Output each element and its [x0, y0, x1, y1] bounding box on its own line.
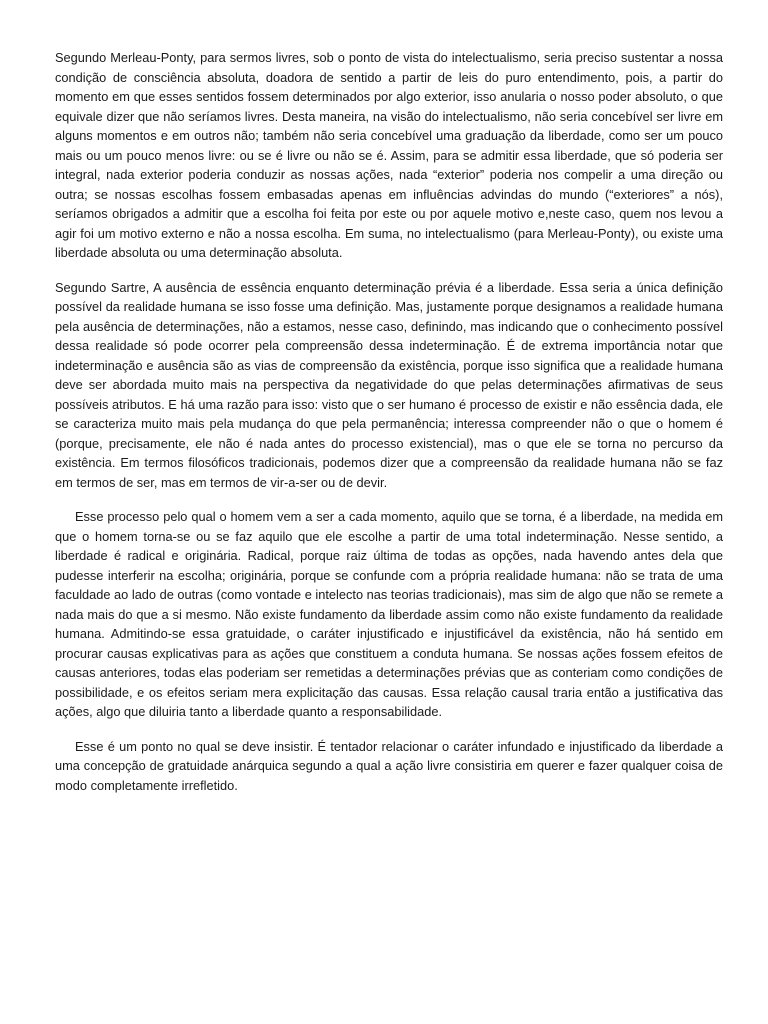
paragraph-processo-liberdade: Esse processo pelo qual o homem vem a ser a cada momento, aquilo que se torna, é a liberdade, na medida em que o homem torna-se ou se faz aquilo que ele escolhe a partir de uma total indeterminação. Nesse sentido, a liberdade é radical e originária. Radical, porque raiz última de todas as opções, nada havendo antes dela que pudesse interferir na escolha; originária, porque se confunde com a própria realidade humana: não se trata de uma faculdade ao lado de outras (como vontade e intelecto nas teorias tradicionais), mas sim de algo que não se remete a nada mais do que a si mesmo. Não existe fundamento da liberdade assim como não existe fundamento da realidade humana. Admitindo-se essa gratuidade, o caráter injustificado e injustificável da existência, não há sentido em procurar causas explicativas para as ações que constituem a conduta humana. Se nossas ações fossem efeitos de causas anteriores, todas elas poderiam ser remetidas a determinações prévias que as conteriam como condições de possibilidade, e os efeitos seriam mera explicitação das causas. Essa relação causal traria então a justificativa das ações, algo que diluiria tanto a liberdade quanto a responsabilidade. [55, 509, 723, 719]
paragraph-ponto-insistir: Esse é um ponto no qual se deve insistir. É tentador relacionar o caráter infundado e injustificado da liberdade a uma concepção de gratuidade anárquica segundo a qual a ação livre consistiria em querer e fazer qualquer coisa de modo completamente irrefletido. [55, 738, 723, 793]
paragraph-merleau-ponty: Segundo Merleau-Ponty, para sermos livres, sob o ponto de vista do intelectualismo, seria preciso sustentar a nossa condição de consciência absoluta, doadora de sentido a partir de leis do puro entendimento, pois, a partir do momento em que esses sentidos fossem determinados por algo exterior, isso anularia o nosso poder absoluto, o que equivale dizer que não seríamos livres. Desta maneira, na visão do intelectualismo, não seria concebível ser livre em alguns momentos e em outros não; também não seria concebível uma graduação da liberdade, como ser um pouco mais ou um pouco menos livre: ou se é livre ou não se é. Assim, para se admitir essa liberdade, que só poderia ser integral, nada exterior poderia conduzir as nossas ações, nada “exterior” poderia nos compelir a uma direção ou outra; se nossas escolhas fossem embasadas apenas em influências advindas do mundo (“exteriores” a nós), seríamos obrigados a admitir que a escolha foi feita por este ou por aquele motivo e,neste caso, quem nos levou a agir foi um motivo externo e não a nossa escolha. Em suma, no intelectualismo (para Merleau-Ponty), ou existe uma liberdade absoluta ou uma determinação absoluta. [55, 50, 723, 260]
document-page [55, 48, 723, 810]
paragraph-sartre: Segundo Sartre, A ausência de essência enquanto determinação prévia é a liberdade. Essa seria a única definição possível da realidade humana se isso fosse uma definição. Mas, justamente porque designamos a realidade humana pela ausência de determinações, não a estamos, nesse caso, definindo, mas indicando que o conhecimento possível dessa realidade só pode ocorrer pela compreensão dessa indeterminação. É de extrema importância notar que indeterminação e ausência são as vias de compreensão da existência, porque isso significa que a realidade humana deve ser abordada muito mais na perspectiva da negatividade do que pelas determinações afirmativas de seus possíveis atributos. E há uma razão para isso: visto que o ser humano é processo de existir e não essência dada, ele se caracteriza muito mais pela mudança do que pela permanência; interessa compreender não o que o homem é (porque, precisamente, ele não é nada antes do processo existencial), mas o que ele se torna no percurso da existência. Em termos filosóficos tradicionais, podemos dizer que a compreensão da realidade humana não se faz em termos de ser, mas em termos de vir-a-ser ou de devir. [55, 279, 723, 490]
